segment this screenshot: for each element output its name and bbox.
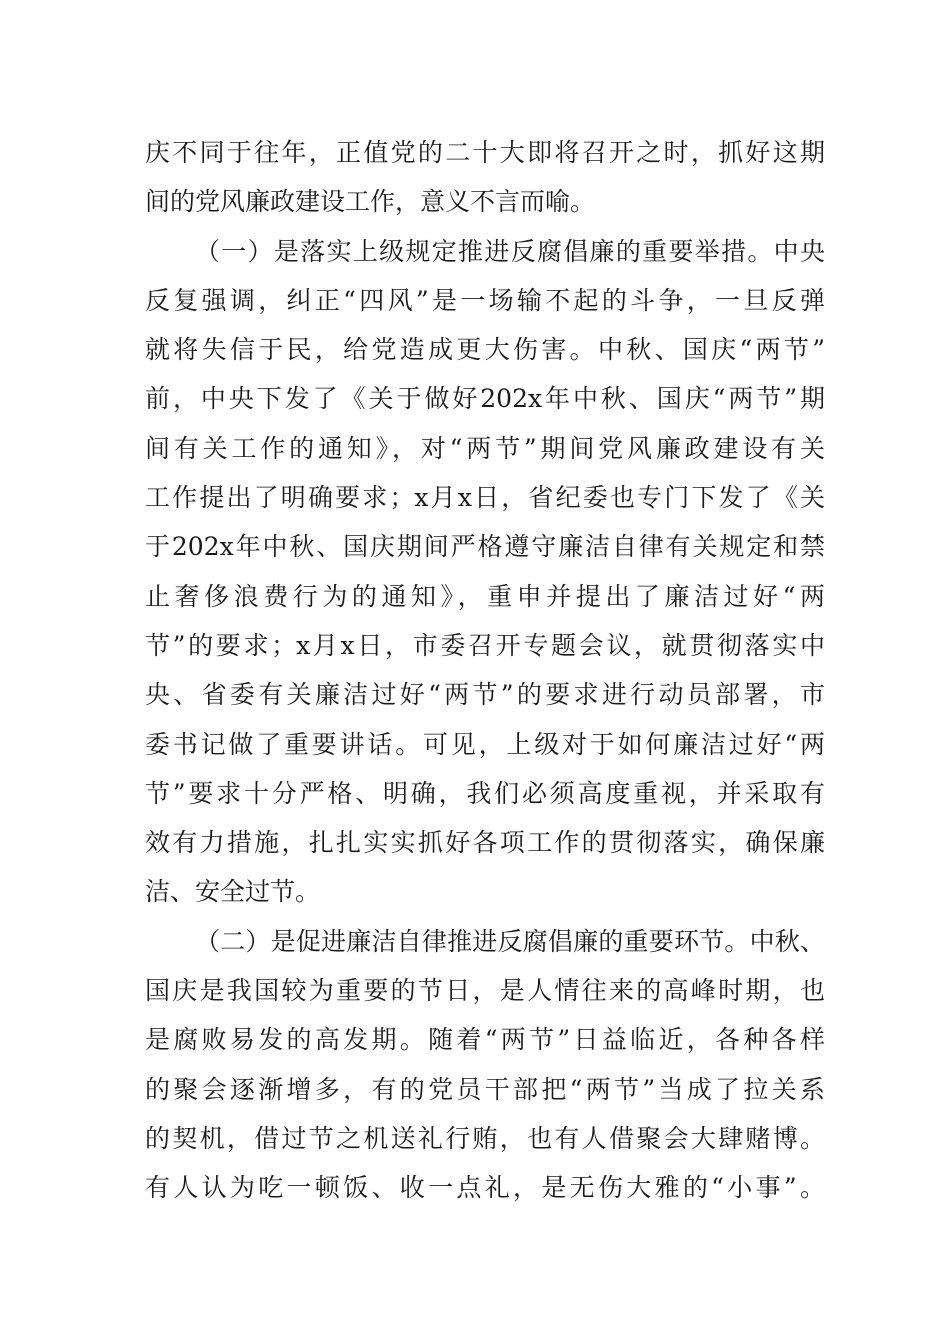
text-line: 节”要求十分严格、明确，我们必须高度重视，并采取有	[145, 778, 825, 808]
text-line: 节”的要求；x月x日，市委召开专题会议，就贯彻落实中	[145, 630, 825, 660]
text-line: 委书记做了重要讲话。可见，上级对于如何廉洁过好“两	[145, 729, 825, 759]
text-line: 的聚会逐渐增多，有的党员干部把“两节”当成了拉关系	[145, 1074, 825, 1104]
text-line: 工作提出了明确要求；x月x日，省纪委也专门下发了《关	[145, 483, 825, 513]
text-line: 效有力措施，扎扎实实抓好各项工作的贯彻落实，确保廉	[145, 828, 825, 858]
text-line: 于202x年中秋、国庆期间严格遵守廉洁自律有关规定和禁	[145, 532, 825, 562]
text-line: 洁、安全过节。	[145, 877, 321, 907]
text-line: 国庆是我国较为重要的节日，是人情往来的高峰时期，也	[145, 976, 825, 1006]
paragraph-heading-line: （一）是落实上级规定推进反腐倡廉的重要举措。中央	[195, 236, 825, 266]
text-line: 间有关工作的通知》，对“两节”期间党风廉政建设有关	[145, 433, 825, 463]
text-line: 间的党风廉政建设工作，意义不言而喻。	[145, 187, 596, 217]
text-line: 央、省委有关廉洁过好“两节”的要求进行动员部署，市	[145, 680, 825, 710]
text-line: 就将失信于民，给党造成更大伤害。中秋、国庆“两节”	[145, 335, 825, 365]
text-line: 反复强调，纠正“四风”是一场输不起的斗争，一旦反弹	[145, 285, 825, 315]
paragraph-heading-line: （二）是促进廉洁自律推进反腐倡廉的重要环节。中秋、	[195, 926, 825, 956]
text-line: 前，中央下发了《关于做好202x年中秋、国庆“两节”期	[145, 384, 825, 414]
body-text	[145, 128, 825, 1213]
text-line: 的契机，借过节之机送礼行贿，也有人借聚会大肆赌博。	[145, 1123, 825, 1153]
text-line: 止奢侈浪费行为的通知》，重申并提出了廉洁过好“两	[145, 581, 825, 611]
text-line: 有人认为吃一顿饭、收一点礼，是无伤大雅的“小事”。	[145, 1173, 825, 1203]
text-line: 是腐败易发的高发期。随着“两节”日益临近，各种各样	[145, 1025, 825, 1055]
text-line: 庆不同于往年，正值党的二十大即将召开之时，抓好这期	[145, 138, 825, 167]
